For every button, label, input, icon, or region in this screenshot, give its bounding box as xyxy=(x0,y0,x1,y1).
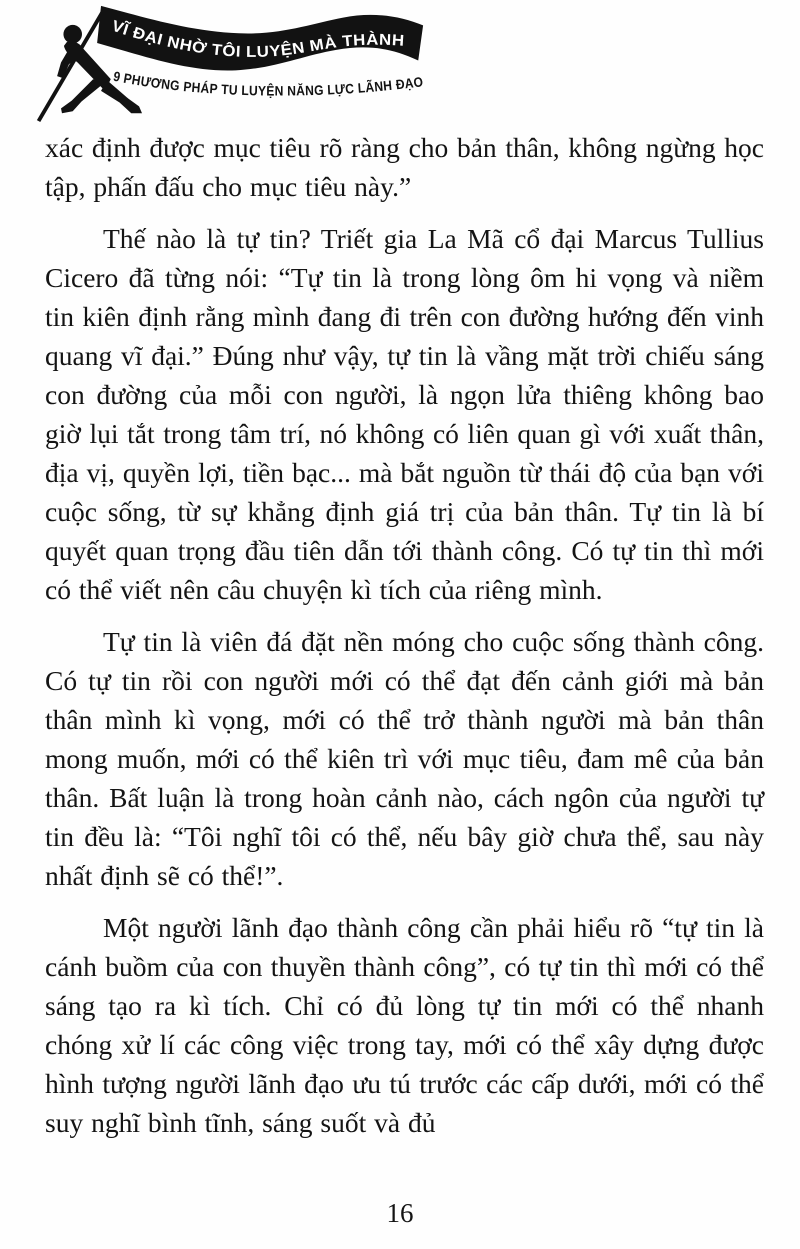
page-number: 16 xyxy=(386,1198,414,1228)
paragraph: Một người lãnh đạo thành công cần phải hiểu rõ “tự tin là cánh buồm của con thuyền thành công”, có tự tin thì mới có thể sáng tạo ra kì tích. Chỉ có đủ lòng tự tin mới có thể nhanh chóng xử lí các công việc trong tay, mới có thể xây dựng được hình tượng người lãnh đạo ưu tú trước các cấp dưới, mới có thể suy nghĩ bình tĩnh, sáng suốt và đủ xyxy=(45,912,764,1138)
page-body xyxy=(45,128,764,1142)
paragraph: xác định được mục tiêu rõ ràng cho bản thân, không ngừng học tập, phấn đấu cho mục tiêu này.” xyxy=(45,132,764,202)
banner-title: VĨ ĐẠI NHỜ TÔI LUYỆN MÀ THÀNH xyxy=(109,17,405,61)
banner-subtitle: 9 PHƯƠNG PHÁP TU LUYỆN NĂNG LỰC LÃNH ĐẠO xyxy=(111,68,426,99)
paragraph: Tự tin là viên đá đặt nền móng cho cuộc sống thành công. Có tự tin rồi con người mới có thể đạt đến cảnh giới mà bản thân mình kì vọng, mới có thể trở thành người mà bản thân mong muốn, mới có thể kiên trì với mục tiêu, đam mê của bản thân. Bất luận là trong hoàn cảnh nào, cách ngôn của người tự tin đều là: “Tôi nghĩ tôi có thể, nếu bây giờ chưa thể, sau này nhất định sẽ có thể!”. xyxy=(45,626,764,891)
book-logo xyxy=(18,2,430,124)
paragraph: Thế nào là tự tin? Triết gia La Mã cổ đại Marcus Tullius Cicero đã từng nói: “Tự tin là trong lòng ôm hi vọng và niềm tin kiên định rằng mình đang đi trên con đường hướng đến vinh quang vĩ đại.” Đúng như vậy, tự tin là vầng mặt trời chiếu sáng con đường của mỗi con người, là ngọn lửa thiêng không bao giờ lụi tắt trong tâm trí, nó không có liên quan gì với xuất thân, địa vị, quyền lợi, tiền bạc... mà bắt nguồn từ thái độ của bạn với cuộc sống, từ sự khẳng định giá trị của bản thân. Tự tin là bí quyết quan trọng đầu tiên dẫn tới thành công. Có tự tin thì mới có thể viết nên câu chuyện kì tích của riêng mình. xyxy=(45,223,764,605)
